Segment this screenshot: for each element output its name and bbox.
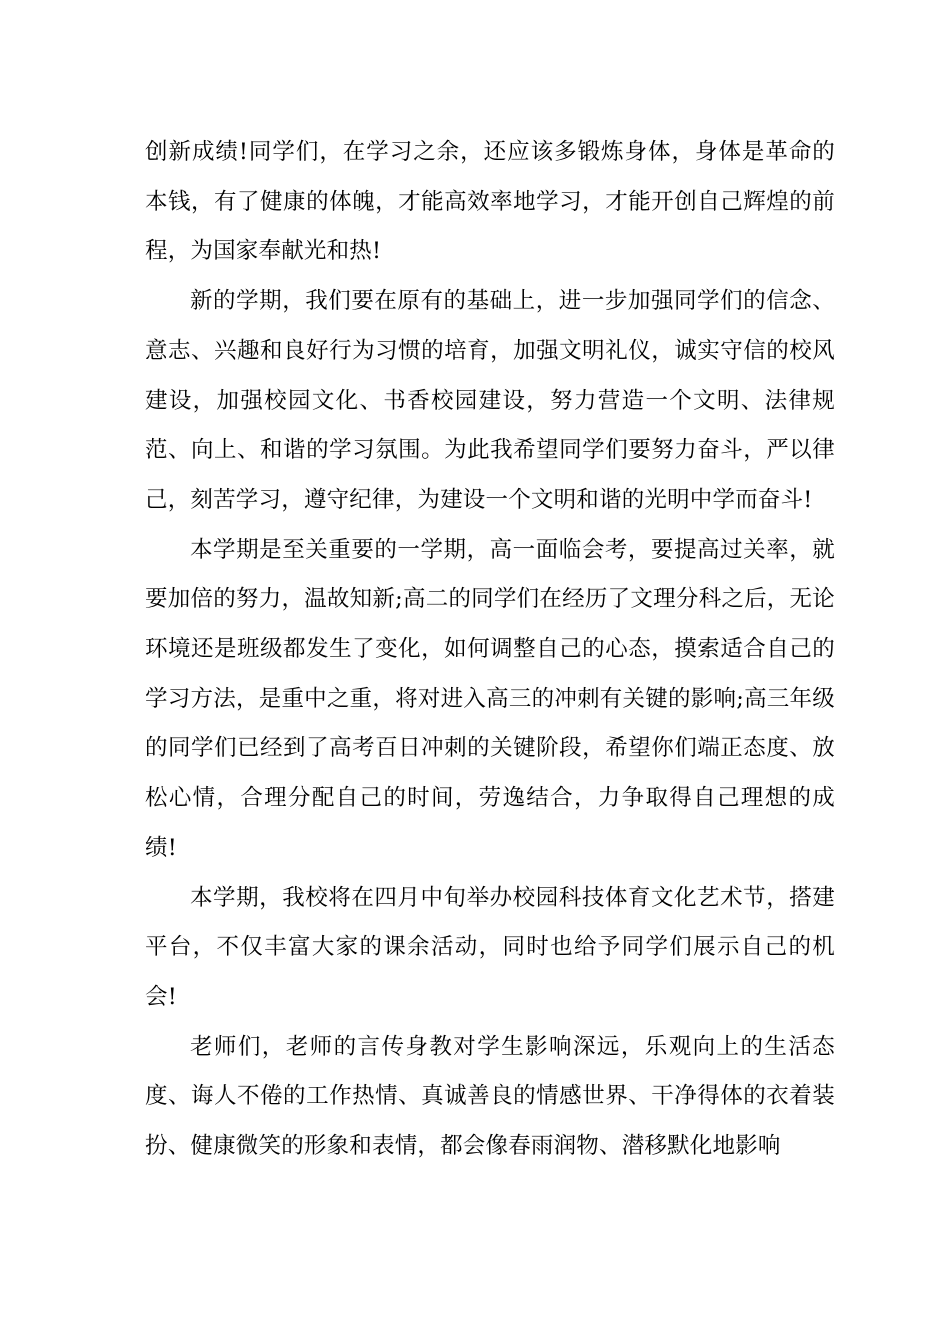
document-body	[145, 128, 835, 1172]
paragraph-4: 本学期，我校将在四月中旬举办校园科技体育文化艺术节，搭建平台，不仅丰富大家的课余活动，同时也给予同学们展示自己的机会!	[145, 884, 835, 1010]
paragraph-2: 新的学期，我们要在原有的基础上，进一步加强同学们的信念、意志、兴趣和良好行为习惯的培育，加强文明礼仪，诚实守信的校风建设，加强校园文化、书香校园建设，努力营造一个文明、法律规范、向上、和谐的学习氛围。为此我希望同学们要努力奋斗，严以律己，刻苦学习，遵守纪律，为建设一个文明和谐的光明中学而奋斗!	[145, 288, 835, 513]
paragraph-3: 本学期是至关重要的一学期，高一面临会考，要提高过关率，就要加倍的努力，温故知新;高二的同学们在经历了文理分科之后，无论环境还是班级都发生了变化，如何调整自己的心态，摸索适合自己的学习方法，是重中之重，将对进入高三的冲刺有关键的影响;高三年级的同学们已经到了高考百日冲刺的关键阶段，希望你们端正态度、放松心情，合理分配自己的时间，劳逸结合，力争取得自己理想的成绩!	[145, 536, 835, 861]
paragraph-5: 老师们，老师的言传身教对学生影响深远，乐观向上的生活态度、诲人不倦的工作热情、真诚善良的情感世界、干净得体的衣着装扮、健康微笑的形象和表情，都会像春雨润物、潜移默化地影响	[145, 1033, 835, 1160]
paragraph-1: 创新成绩!同学们，在学习之余，还应该多锻炼身体，身体是革命的本钱，有了健康的体魄，才能高效率地学习，才能开创自己辉煌的前程，为国家奉献光和热!	[145, 139, 835, 265]
